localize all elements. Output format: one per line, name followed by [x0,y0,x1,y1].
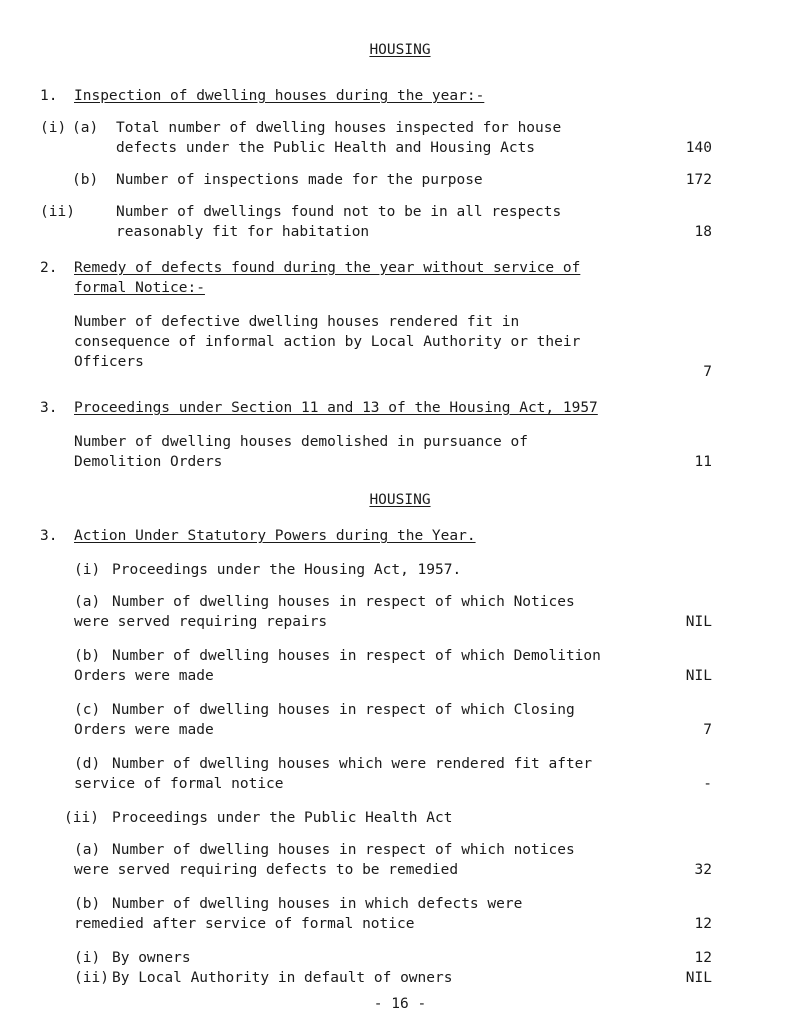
s3b-b-value: NIL [685,668,712,684]
s3b-d-line1: Number of dwelling houses which were rendered fit after [112,756,593,772]
section-3a-line1: Number of dwelling houses demolished in pursuance of [74,434,528,450]
section-2-value: 7 [703,364,712,380]
section-2-line3: Officers [74,354,144,370]
s3b-ii-text: Proceedings under the Public Health Act [112,810,453,826]
s3b-b-line1: Number of dwelling houses in respect of which Demolition [112,648,601,664]
s3b-iia-line2: were served requiring defects to be remedied [74,862,459,878]
s3b-ii-label: (ii) [64,810,99,826]
section-3a-line2: Demolition Orders [74,454,223,470]
section-1-number: 1. [40,88,58,104]
s3b-sub-ii-value: NIL [685,970,712,986]
s3b-d-label: (d) [74,756,101,772]
section-2-line1: Number of defective dwelling houses rendered fit in [74,314,520,330]
s3b-i-label: (i) [74,562,101,578]
item-i-label: (i) [40,120,67,136]
item-a-line2: defects under the Public Health and Housing Acts [116,140,536,156]
section-3b-number: 3. [40,528,58,544]
section-2-title-line1: Remedy of defects found during the year without service of [74,260,581,276]
item-ii-line2: reasonably fit for habitation [116,224,370,240]
section-2-title-line2: formal Notice:- [74,280,205,296]
s3b-sub-i-text: By owners [112,950,191,966]
s3b-iib-line2: remedied after service of formal notice [74,916,415,932]
item-a-label: (a) [72,120,99,136]
s3b-sub-i-value: 12 [694,950,712,966]
page-number: - 16 - [373,996,427,1012]
s3b-sub-ii-label: (ii) [74,970,109,986]
s3b-a-label: (a) [74,594,101,610]
s3b-d-value: - [703,776,712,792]
section-3a-title: Proceedings under Section 11 and 13 of the Housing Act, 1957 [74,400,598,416]
s3b-c-value: 7 [703,722,712,738]
s3b-iib-value: 12 [694,916,712,932]
item-a-value: 140 [685,140,712,156]
s3b-a-value: NIL [685,614,712,630]
s3b-iib-label: (b) [74,896,101,912]
item-a-line1: Total number of dwelling houses inspected for house [116,120,562,136]
s3b-iia-line1: Number of dwelling houses in respect of which notices [112,842,575,858]
section-3a-number: 3. [40,400,58,416]
section-1-title: Inspection of dwelling houses during the year:- [74,88,485,104]
item-b-text: Number of inspections made for the purpose [116,172,483,188]
s3b-a-line1: Number of dwelling houses in respect of which Notices [112,594,575,610]
s3b-b-line2: Orders were made [74,668,214,684]
housing-heading-1: HOUSING [369,42,431,58]
s3b-i-text: Proceedings under the Housing Act, 1957. [112,562,462,578]
item-b-value: 172 [685,172,712,188]
s3b-iia-label: (a) [74,842,101,858]
housing-heading-2: HOUSING [369,492,431,508]
section-2-number: 2. [40,260,58,276]
s3b-sub-ii-text: By Local Authority in default of owners [112,970,453,986]
section-3a-value: 11 [694,454,712,470]
s3b-a-line2: were served requiring repairs [74,614,328,630]
section-3b-title: Action Under Statutory Powers during the Year. [74,528,476,544]
item-ii-label: (ii) [40,204,75,220]
s3b-b-label: (b) [74,648,101,664]
item-b-label: (b) [72,172,99,188]
s3b-iia-value: 32 [694,862,712,878]
s3b-c-label: (c) [74,702,101,718]
s3b-sub-i-label: (i) [74,950,101,966]
s3b-c-line2: Orders were made [74,722,214,738]
item-ii-value: 18 [694,224,712,240]
s3b-c-line1: Number of dwelling houses in respect of which Closing [112,702,575,718]
s3b-iib-line1: Number of dwelling houses in which defects were [112,896,523,912]
item-ii-line1: Number of dwellings found not to be in all respects [116,204,562,220]
s3b-d-line2: service of formal notice [74,776,284,792]
section-2-line2: consequence of informal action by Local Authority or their [74,334,581,350]
